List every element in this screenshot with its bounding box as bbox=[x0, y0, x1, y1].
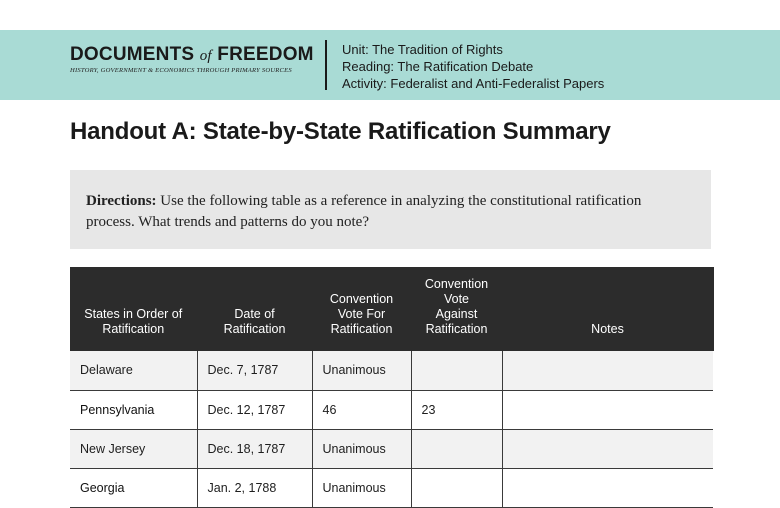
header-notes-line: Notes bbox=[591, 322, 624, 336]
header-vote-for bbox=[312, 267, 411, 351]
header-vote-against-line: Convention bbox=[424, 277, 489, 291]
cell-vote-against: 23 bbox=[411, 390, 502, 429]
unit-line: Unit: The Tradition of Rights bbox=[342, 42, 503, 57]
cell-notes bbox=[502, 468, 713, 507]
cell-date: Dec. 12, 1787 bbox=[197, 390, 312, 429]
header-divider bbox=[325, 40, 327, 90]
header-date bbox=[197, 267, 312, 351]
handout-title: Handout A: State-by-State Ratification Summary bbox=[70, 118, 611, 145]
brand-title-end: FREEDOM bbox=[217, 44, 314, 65]
brand-title bbox=[70, 44, 314, 66]
cell-vote-against bbox=[411, 351, 502, 390]
header-vote-against-line: Ratification bbox=[425, 322, 488, 336]
header-vote-for-line: Ratification bbox=[330, 322, 393, 336]
brand-title-main: DOCUMENTS bbox=[70, 44, 195, 65]
cell-vote-for: Unanimous bbox=[312, 468, 411, 507]
activity-line: Activity: Federalist and Anti-Federalist Papers bbox=[342, 76, 605, 91]
header-date-line: Ratification bbox=[223, 322, 286, 336]
brand-title-of: of bbox=[199, 48, 212, 64]
header-vote-against-line: Against bbox=[435, 307, 478, 321]
cell-notes bbox=[502, 390, 713, 429]
cell-vote-against bbox=[411, 468, 502, 507]
cell-state: Delaware bbox=[70, 351, 197, 390]
cell-vote-for: 46 bbox=[312, 390, 411, 429]
unit-info bbox=[342, 41, 604, 92]
cell-date: Dec. 18, 1787 bbox=[197, 429, 312, 468]
header-vote-for-line: Convention bbox=[329, 292, 394, 306]
cell-state: Georgia bbox=[70, 468, 197, 507]
header-banner bbox=[0, 30, 780, 100]
reading-line: Reading: The Ratification Debate bbox=[342, 59, 534, 74]
header-state-line: Ratification bbox=[102, 322, 165, 336]
cell-date: Jan. 2, 1788 bbox=[197, 468, 312, 507]
brand-subtitle: HISTORY, GOVERNMENT & ECONOMICS THROUGH PRIMARY SOURCES bbox=[70, 67, 292, 74]
header-notes bbox=[502, 267, 713, 351]
header-state bbox=[70, 267, 197, 351]
cell-date: Dec. 7, 1787 bbox=[197, 351, 312, 390]
cell-state: New Jersey bbox=[70, 429, 197, 468]
cell-notes bbox=[502, 351, 713, 390]
table-row bbox=[70, 351, 713, 390]
header-vote-against bbox=[411, 267, 502, 351]
cell-vote-against bbox=[411, 429, 502, 468]
table-row bbox=[70, 468, 713, 507]
cell-vote-for: Unanimous bbox=[312, 351, 411, 390]
brand-logo bbox=[70, 44, 314, 74]
cell-notes bbox=[502, 429, 713, 468]
header-vote-against-line: Vote bbox=[443, 292, 470, 306]
cell-vote-for: Unanimous bbox=[312, 429, 411, 468]
header-date-line: Date of bbox=[234, 307, 275, 321]
ratification-table bbox=[70, 267, 714, 508]
header-state-line: States in Order of bbox=[84, 307, 183, 321]
table-row bbox=[70, 390, 713, 429]
directions-text: Use the following table as a reference in analyzing the constitutional ratification process. What trends and patterns do you note? bbox=[86, 193, 642, 230]
cell-state: Pennsylvania bbox=[70, 390, 197, 429]
table-row bbox=[70, 429, 713, 468]
table-header-row bbox=[70, 267, 713, 351]
directions-label: Directions: bbox=[86, 193, 157, 209]
header-vote-for-line: Vote For bbox=[337, 307, 386, 321]
directions-box bbox=[70, 170, 711, 249]
